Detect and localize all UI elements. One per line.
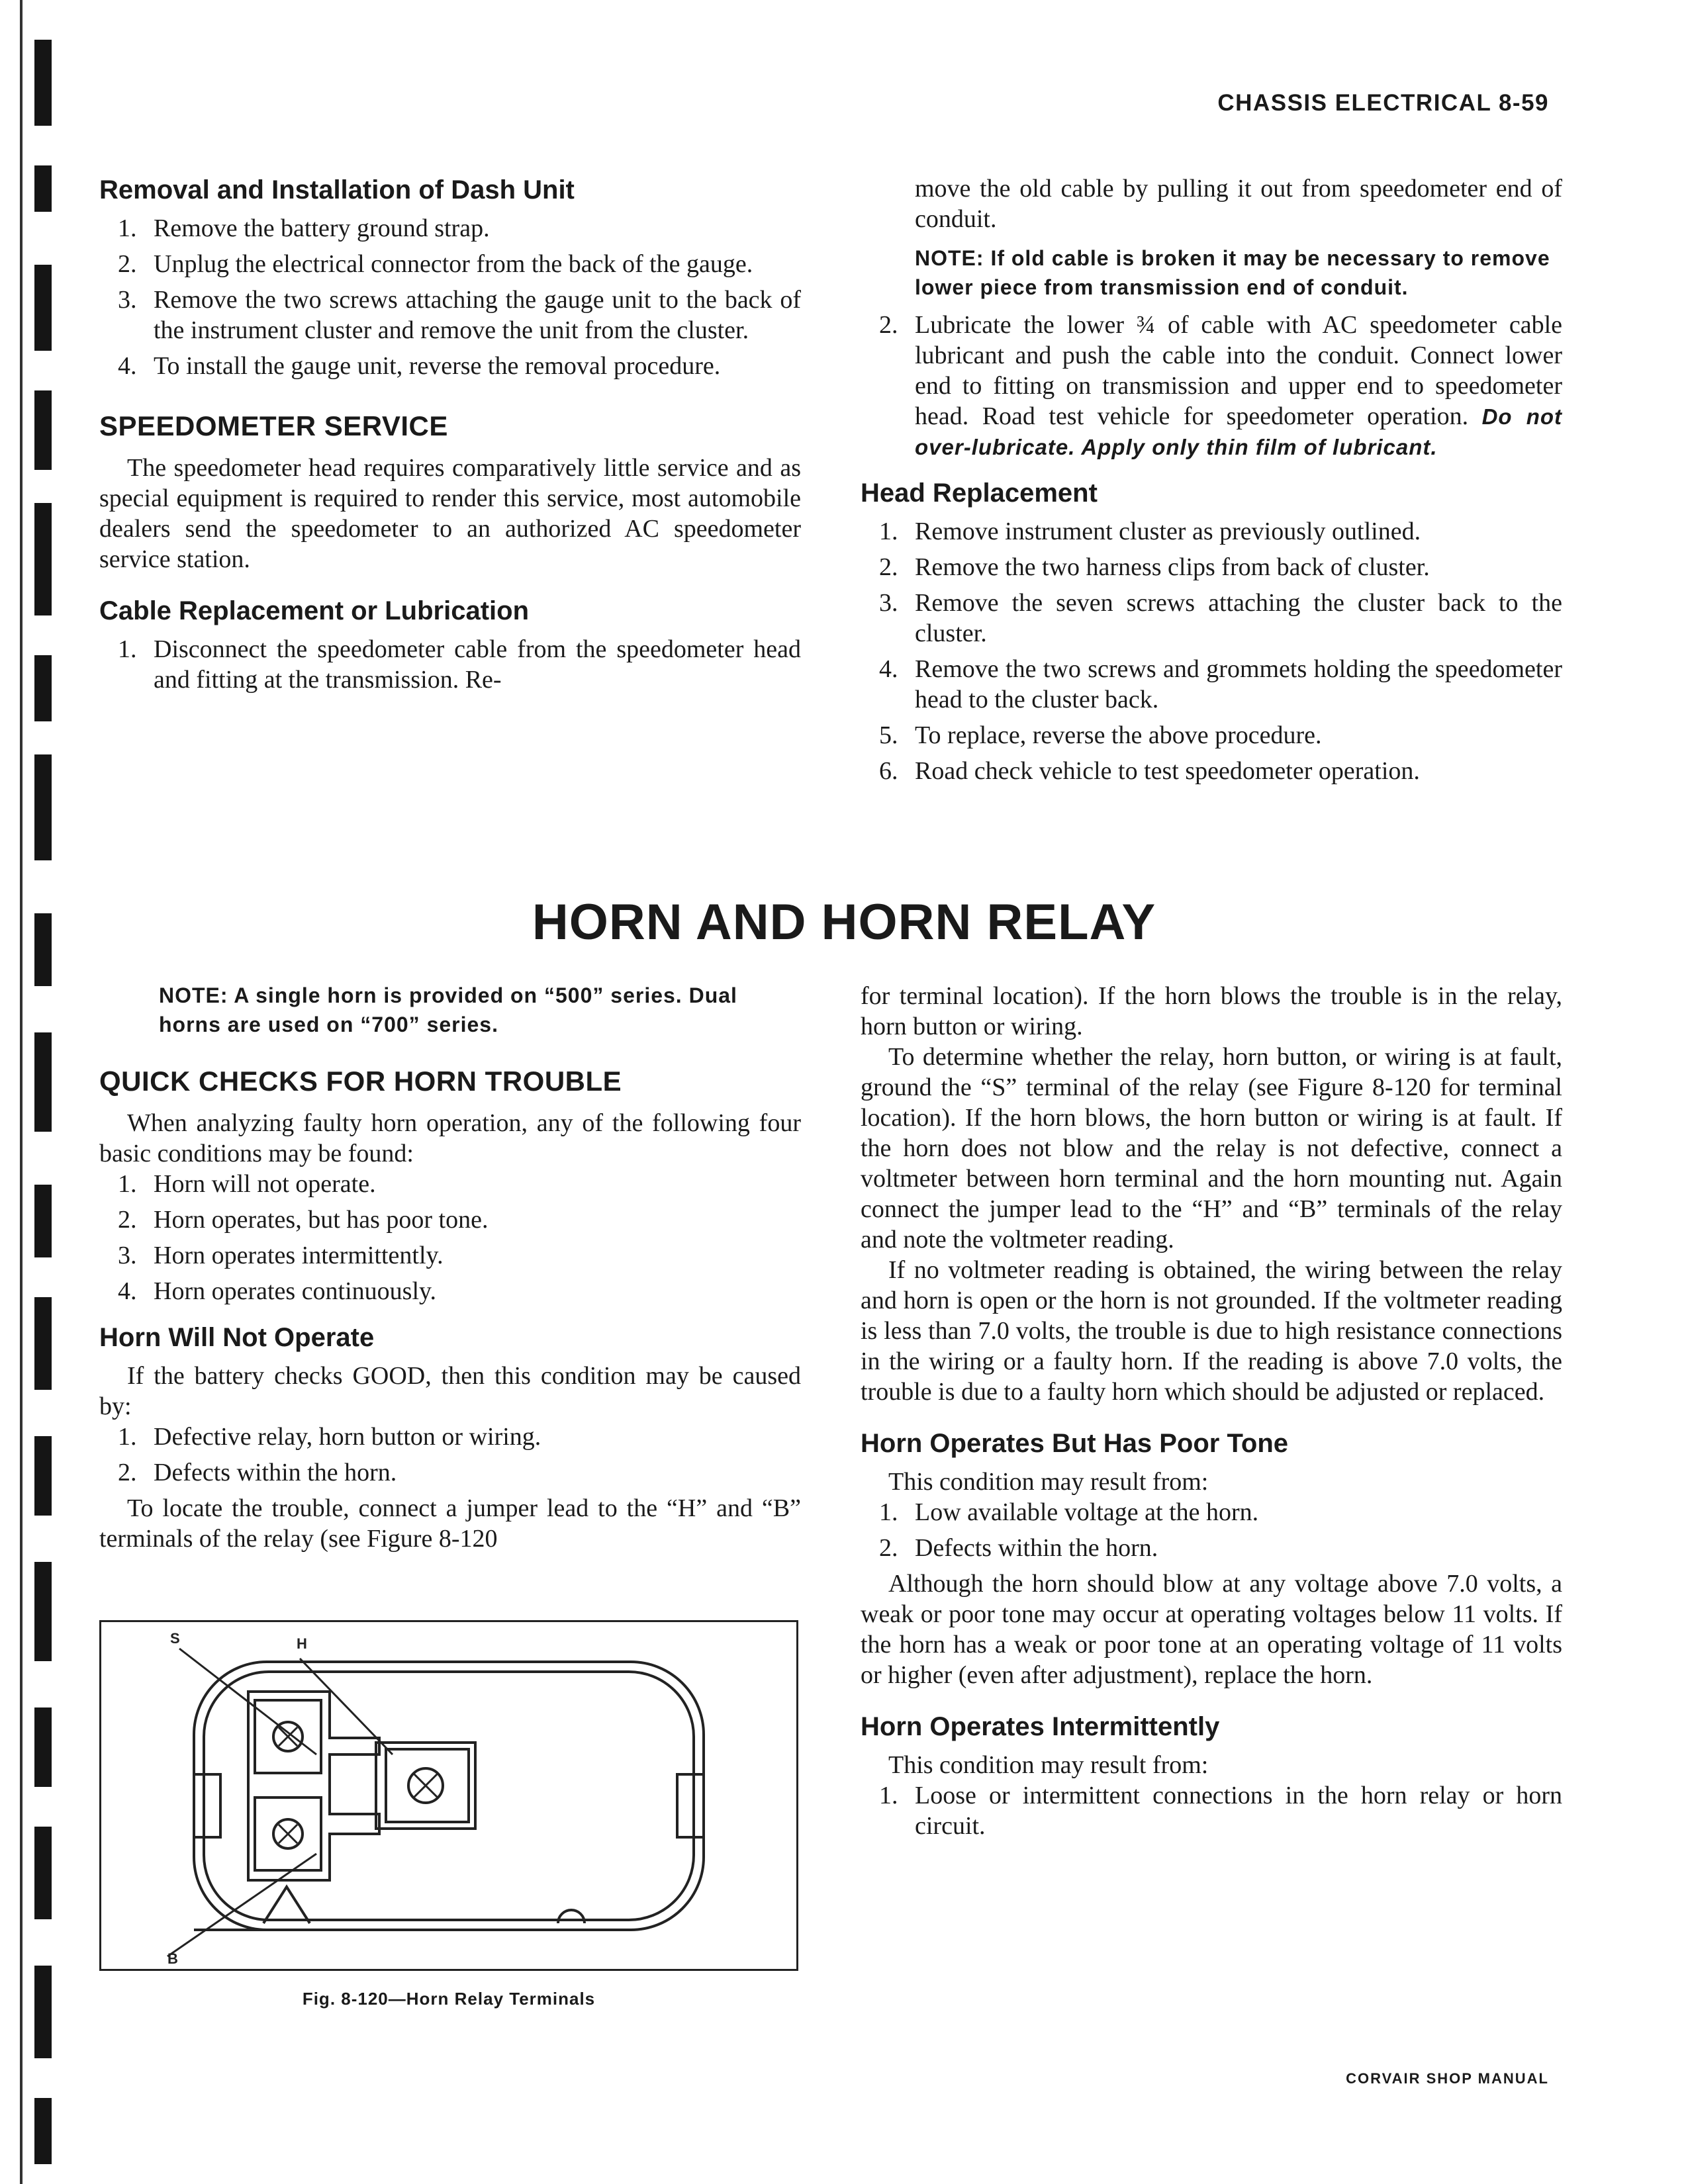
list-item [861, 1497, 1562, 1527]
binding-mark [34, 655, 52, 721]
quick-checks-heading: QUICK CHECKS FOR HORN TROUBLE [99, 1066, 622, 1097]
binding-edge [0, 0, 63, 2184]
step-number: 1. [879, 518, 898, 545]
binding-mark [34, 390, 52, 470]
binding-mark [34, 1436, 52, 1516]
item-text: Horn operates intermittently. [154, 1242, 444, 1269]
intermittent-intro: This condition may result from: [888, 1751, 1209, 1779]
item-text: Defective relay, horn button or wiring. [154, 1423, 541, 1451]
item-number: 3. [118, 1242, 137, 1269]
step-text: Disconnect the speedometer cable from the speedometer head and fitting at the transmission. Re- [154, 635, 801, 694]
list-item [99, 351, 801, 381]
figure-caption: Fig. 8-120—Horn Relay Terminals [302, 1989, 596, 2009]
quick-checks-intro: When analyzing faulty horn operation, any of the following four basic conditions may be found: [99, 1109, 801, 1167]
binding-mark [34, 265, 52, 351]
horn-not-operate-heading: Horn Will Not Operate [99, 1323, 375, 1352]
step-number: 3. [118, 286, 137, 314]
cable-replacement-heading: Cable Replacement or Lubrication [99, 596, 530, 625]
binding-mark [34, 503, 52, 615]
binding-mark [34, 1185, 52, 1257]
horn-relay-diagram [101, 1622, 796, 1969]
poor-tone-heading: Horn Operates But Has Poor Tone [861, 1429, 1289, 1458]
label-s: S [170, 1630, 180, 1647]
poor-tone-body: Although the horn should blow at any voltage above 7.0 volts, a weak or poor tone may occur at operating voltages below 11 volts. If the horn has a weak or poor tone at an operating voltage of 11 volts or higher (even after adjustment), replace the horn. [861, 1570, 1562, 1689]
item-number: 1. [879, 1498, 898, 1526]
cable-steps-part-2 [861, 310, 1562, 462]
step-text: Remove the two harness clips from back of cluster. [915, 553, 1430, 581]
list-item [99, 1457, 801, 1488]
step-number: 5. [879, 721, 898, 749]
horn-not-operate-causes [99, 1422, 801, 1488]
item-number: 2. [118, 1206, 137, 1234]
relay-base-outline [194, 1662, 704, 1930]
voltmeter-paragraph: If no voltmeter reading is obtained, the wiring between the relay and horn is open or the horn is not grounded. If the voltmeter reading is less than 7.0 volts, the trouble is due to high resistance connections in the wiring or a faulty horn. If the reading is above 7.0 volts, the trouble is due to a faulty horn which should be adjusted or replaced. [861, 1256, 1562, 1406]
upper-right-column [861, 173, 1562, 792]
binding-mark [34, 1707, 52, 1787]
list-item [99, 1205, 801, 1235]
section-title: HORN AND HORN RELAY [532, 894, 1156, 950]
base-notch [263, 1887, 310, 1923]
lower-left-column [99, 981, 801, 1554]
upper-left-column [99, 173, 801, 700]
step-number: 2. [118, 250, 137, 278]
list-item [99, 249, 801, 279]
binding-mark [34, 40, 52, 126]
item-text: Horn will not operate. [154, 1170, 376, 1198]
right-mounting-lug [677, 1774, 704, 1837]
binding-mark [34, 1297, 52, 1390]
step-text: Remove instrument cluster as previously outlined. [915, 518, 1421, 545]
item-text: Low available voltage at the horn. [915, 1498, 1259, 1526]
step-text: Remove the two screws attaching the gauge unit to the back of the instrument cluster and remove the unit from the cluster. [154, 286, 801, 344]
list-item [99, 634, 801, 695]
list-item [99, 285, 801, 345]
step-text: Unplug the electrical connector from the back of the gauge. [154, 250, 753, 278]
horn-series-note: NOTE: A single horn is provided on “500” series. Dual horns are used on “700” series. [159, 983, 737, 1036]
speedometer-service-heading: SPEEDOMETER SERVICE [99, 410, 448, 441]
step-number: 1. [118, 635, 137, 663]
running-head: CHASSIS ELECTRICAL 8-59 [1217, 90, 1549, 116]
dash-unit-heading: Removal and Installation of Dash Unit [99, 175, 575, 205]
step-text: Remove the battery ground strap. [154, 214, 490, 242]
binding-mark [34, 1562, 52, 1661]
item-text: Horn operates continuously. [154, 1277, 437, 1305]
leader-line-b [167, 1854, 316, 1956]
cable-note: NOTE: If old cable is broken it may be necessary to remove lower piece from transmission end of conduit. [915, 246, 1550, 299]
binding-rule [20, 0, 23, 2184]
binding-mark [34, 1032, 52, 1132]
quick-checks-list [99, 1169, 801, 1306]
step-number: 2. [879, 553, 898, 581]
list-item [99, 1169, 801, 1199]
list-item [861, 1533, 1562, 1563]
list-item [99, 213, 801, 244]
item-number: 2. [879, 1534, 898, 1562]
list-item [861, 516, 1562, 547]
item-number: 1. [118, 1423, 137, 1451]
list-item [99, 1422, 801, 1452]
label-b: B [167, 1950, 178, 1967]
list-item [861, 588, 1562, 649]
locate-trouble-paragraph: To locate the trouble, connect a jumper lead to the “H” and “B” terminals of the relay (see Figure 8-120 [99, 1494, 801, 1553]
step-number: 4. [118, 352, 137, 380]
list-item [99, 1276, 801, 1306]
intermittent-heading: Horn Operates Intermittently [861, 1712, 1220, 1741]
binding-mark [34, 1966, 52, 2058]
relay-base-inner-outline [204, 1672, 694, 1920]
poor-tone-intro: This condition may result from: [888, 1468, 1209, 1496]
cable-step-1-continued: move the old cable by pulling it out from speedometer end of conduit. [915, 175, 1562, 233]
step-number: 4. [879, 655, 898, 683]
left-mounting-lug [194, 1774, 220, 1837]
label-h: H [297, 1635, 307, 1652]
lower-right-column [861, 981, 1562, 1846]
cable-steps-part-1 [99, 634, 801, 695]
step-text: Remove the seven screws attaching the cluster back to the cluster. [915, 589, 1562, 647]
lubrication-warning: Do not over-lubricate. Apply only thin film of lubricant. [915, 404, 1563, 459]
list-item [861, 552, 1562, 582]
speedometer-service-body: The speedometer head requires comparatively little service and as special equipment is required to render this service, most automobile dealers send the speedometer to an authorized AC speedometer service station. [99, 454, 801, 573]
step-text: Road check vehicle to test speedometer operation. [915, 757, 1420, 785]
step-text: Remove the two screws and grommets holding the speedometer head to the cluster back. [915, 655, 1562, 713]
list-item [99, 1240, 801, 1271]
list-item [861, 1780, 1562, 1841]
item-text: Defects within the horn. [154, 1459, 397, 1486]
item-text: Defects within the horn. [915, 1534, 1158, 1562]
dash-unit-steps [99, 213, 801, 381]
list-item [861, 720, 1562, 751]
binding-mark [34, 165, 52, 212]
item-text: Horn operates, but has poor tone. [154, 1206, 489, 1234]
item-number: 4. [118, 1277, 137, 1305]
step-text: To install the gauge unit, reverse the removal procedure. [154, 352, 721, 380]
item-number: 1. [879, 1782, 898, 1809]
binding-mark [34, 1827, 52, 1919]
list-item [861, 654, 1562, 715]
binding-mark [34, 2098, 52, 2164]
item-number: 1. [118, 1170, 137, 1198]
step-number: 1. [118, 214, 137, 242]
step-text: To replace, reverse the above procedure. [915, 721, 1322, 749]
binding-mark [34, 754, 52, 860]
item-number: 2. [118, 1459, 137, 1486]
locate-trouble-continued: for terminal location). If the horn blows the trouble is in the relay, horn button or wiring. [861, 982, 1562, 1040]
list-item [861, 310, 1562, 462]
step-number: 2. [879, 311, 898, 339]
head-replacement-steps [861, 516, 1562, 786]
intermittent-causes [861, 1780, 1562, 1841]
list-item [861, 756, 1562, 786]
fault-isolation-paragraph: To determine whether the relay, horn button, or wiring is at fault, ground the “S” terminal of the relay (see Figure 8-120 for terminal location). If the horn blows, the horn button or wiring is at fault. If the horn does not blow and the relay is not defective, connect a voltmeter between horn terminal and the horn mounting nut. Again connect the jumper lead to the “H” and “B” terminals of the relay and note the voltmeter reading. [861, 1043, 1562, 1253]
head-replacement-heading: Head Replacement [861, 478, 1098, 508]
horn-relay-figure [99, 1620, 798, 1971]
step-number: 6. [879, 757, 898, 785]
horn-not-operate-intro: If the battery checks GOOD, then this condition may be caused by: [99, 1362, 801, 1420]
poor-tone-causes [861, 1497, 1562, 1563]
step-number: 3. [879, 589, 898, 617]
terminal-h-block [386, 1749, 469, 1822]
item-text: Loose or intermittent connections in the horn relay or horn circuit. [915, 1782, 1562, 1840]
step-text: Lubricate the lower ¾ of cable with AC speedometer cable lubricant and push the cable into the conduit. Connect lower end to fitting on transmission and upper end to speedometer head. Road test vehicle for speedometer operation. [915, 311, 1562, 430]
footer: CORVAIR SHOP MANUAL [1346, 2070, 1549, 2087]
